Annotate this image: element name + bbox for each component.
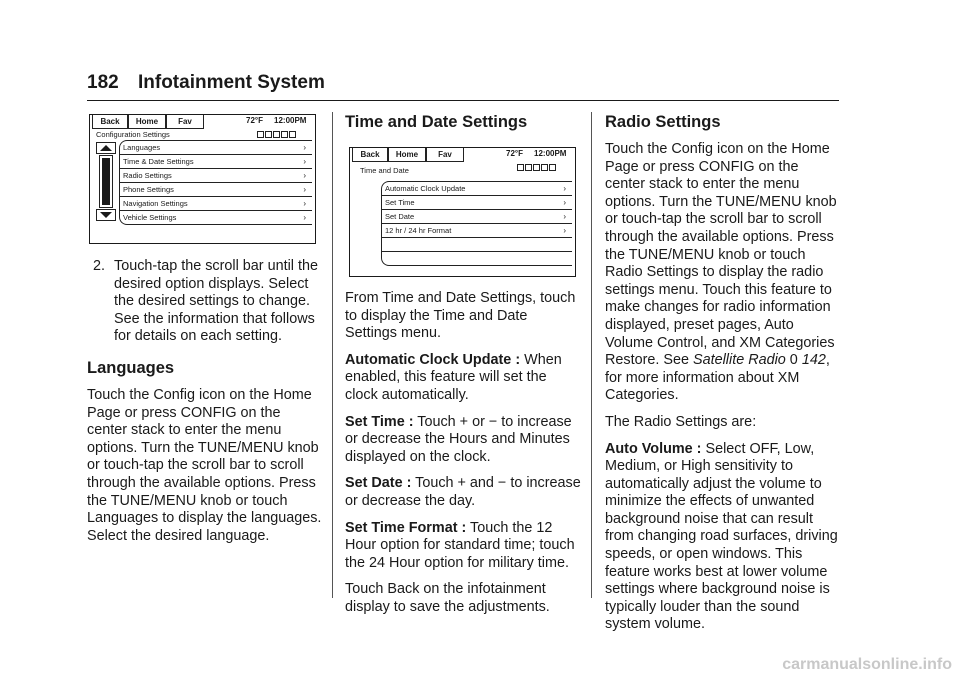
def-item [345,475,581,510]
clock: 12:00PM [274,116,307,125]
def-item [605,441,841,635]
menu-item-empty [382,238,572,252]
menu-item-label: Vehicle Settings [123,213,177,222]
menu-item-label: Languages [123,143,161,152]
def-item [345,352,581,405]
temperature: 72°F [246,116,263,125]
fav-tab: Fav [166,115,204,129]
config-settings-screen [89,114,316,244]
chevron-right-icon: › [303,171,306,180]
time-date-screen [349,147,576,277]
chevron-right-icon: › [303,199,306,208]
languages-body: Touch the Config icon on the Home Page or press CONFIG on the center stack to enter the menu options. Turn the TUNE/MENU knob or touch-tap the scroll bar to scroll through the available options. Press the TUNE/MENU knob or touch Languages to display the languages. Select the desired language. [87,386,322,544]
menu-item-set-date [382,210,572,224]
def-label: Set Time Format : [345,519,467,536]
column-2-body [345,290,581,626]
chevron-right-icon: › [303,143,306,152]
mail-icon [265,131,272,138]
menu-item-languages [120,141,312,155]
menu-item-label: 12 hr / 24 hr Format [385,226,452,235]
status-icons [257,131,296,138]
scroll-up-button [96,142,116,154]
menu-item-label: Set Time [385,198,415,207]
scroll-down-button [96,209,116,221]
satellite-radio-link[interactable]: Satellite Radio [693,352,786,369]
column-1 [87,258,323,554]
screen-title: Configuration Settings [96,130,170,139]
menu-item-set-time [382,196,572,210]
arrow-up-icon [100,145,112,151]
xref-page[interactable]: 142 [801,352,826,369]
body-text: Touch the Config icon on the Home Page or press CONFIG on the center stack to enter the menu options. Turn the TUNE/MENU knob or touch-tap the scroll bar to scroll through the available options. Press the TUNE/MENU knob or touch Radio Settings to display the radio settings menu. Touch this feature to make changes for radio information displayed, preset pages, Auto Volume Control, and XM Categories Restore. See [605,141,837,369]
bluetooth-icon [281,131,288,138]
def-item [345,414,581,467]
temperature: 72°F [506,149,523,158]
menu-item-radio [120,169,312,183]
menu-item-empty [382,252,572,265]
menu-item-phone [120,183,312,197]
chevron-right-icon: › [303,157,306,166]
def-item [345,520,581,573]
page-number: 182 [87,72,119,93]
page-header [87,72,325,94]
home-tab: Home [388,148,426,162]
def-label: Automatic Clock Update : [345,351,521,368]
step-text: Touch-tap the scroll bar until the desired option displays. Select the desired settings to change. See the information that follows for details on each setting. [114,258,318,345]
home-tab: Home [128,115,166,129]
column-2 [345,112,581,141]
fav-tab: Fav [426,148,464,162]
menu-item-label: Phone Settings [123,185,174,194]
languages-heading: Languages [87,358,175,377]
header-rule [87,100,839,101]
radio-list-intro: The Radio Settings are: [605,413,757,430]
clock: 12:00PM [534,149,567,158]
def-label: Set Time : [345,413,414,430]
menu-item-label: Time & Date Settings [123,157,194,166]
menu-item-auto-clock [382,182,572,196]
time-date-heading: Time and Date Settings [345,113,528,131]
menu-item-time-format [382,224,572,238]
arrow-down-icon [100,212,112,218]
def-label: Auto Volume : [605,440,702,457]
def-text: When enabled, this feature will set the clock automatically. [345,351,562,403]
scroll-track [99,155,113,208]
chevron-right-icon: › [563,198,566,207]
step-number: 2. [93,258,106,274]
time-date-outro: Touch Back on the infotainment display to save the adjustments. [345,581,550,615]
radio-settings-heading: Radio Settings [605,113,721,131]
back-tab: Back [352,148,388,162]
scroll-bar [96,142,116,220]
status-icons [517,164,556,171]
page-title: Infotainment System [137,72,325,93]
chevron-right-icon: › [563,226,566,235]
bluetooth-icon [541,164,548,171]
chevron-right-icon: › [563,184,566,193]
chevron-right-icon: › [303,213,306,222]
config-menu-list [119,140,312,225]
menu-item-label: Automatic Clock Update [385,184,466,193]
watermark: carmanualsonline.info [782,656,952,673]
info-icon [289,131,296,138]
menu-item-navigation [120,197,312,211]
def-text: Touch + or − to increase or decrease the Hours and Minutes displayed on the clock. [345,413,572,465]
def-label: Set Date : [345,475,412,492]
signal-icon [533,164,540,171]
radio-settings-body [605,141,841,405]
menu-item-label: Set Date [385,212,415,221]
screen-title: Time and Date [360,166,409,175]
column-3 [605,112,841,643]
mail-icon [525,164,532,171]
menu-item-label: Radio Settings [123,171,172,180]
back-tab: Back [92,115,128,129]
column-divider [332,112,333,598]
info-icon [549,164,556,171]
menu-item-time-date [120,155,312,169]
signal-icon [273,131,280,138]
chevron-right-icon: › [303,185,306,194]
phone-icon [257,131,264,138]
xref-symbol: 0 [789,352,798,369]
menu-item-label: Navigation Settings [123,199,188,208]
time-date-intro: From Time and Date Settings, touch to display the Time and Date Settings menu. [345,290,576,342]
def-text: Select OFF, Low, Medium, or High sensitivity to automatically adjust the volume to minimize the effects of unwanted background noise that can result from changing road surfaces, driving speeds, or open windows. This feature works best at lower volume settings where background noise is typically louder than the sound system volume. [605,440,838,633]
phone-icon [517,164,524,171]
menu-item-vehicle [120,211,312,224]
body-text: , for more information about XM Categories. [605,352,830,404]
def-text: Touch + and − to increase or decrease the day. [345,475,581,509]
time-date-menu-list [381,181,572,266]
def-text: Touch the 12 Hour option for standard time; touch the 24 Hour option for military time. [345,519,575,571]
scroll-thumb [102,158,110,205]
step-item [87,258,323,346]
column-divider [591,112,592,598]
chevron-right-icon: › [563,212,566,221]
